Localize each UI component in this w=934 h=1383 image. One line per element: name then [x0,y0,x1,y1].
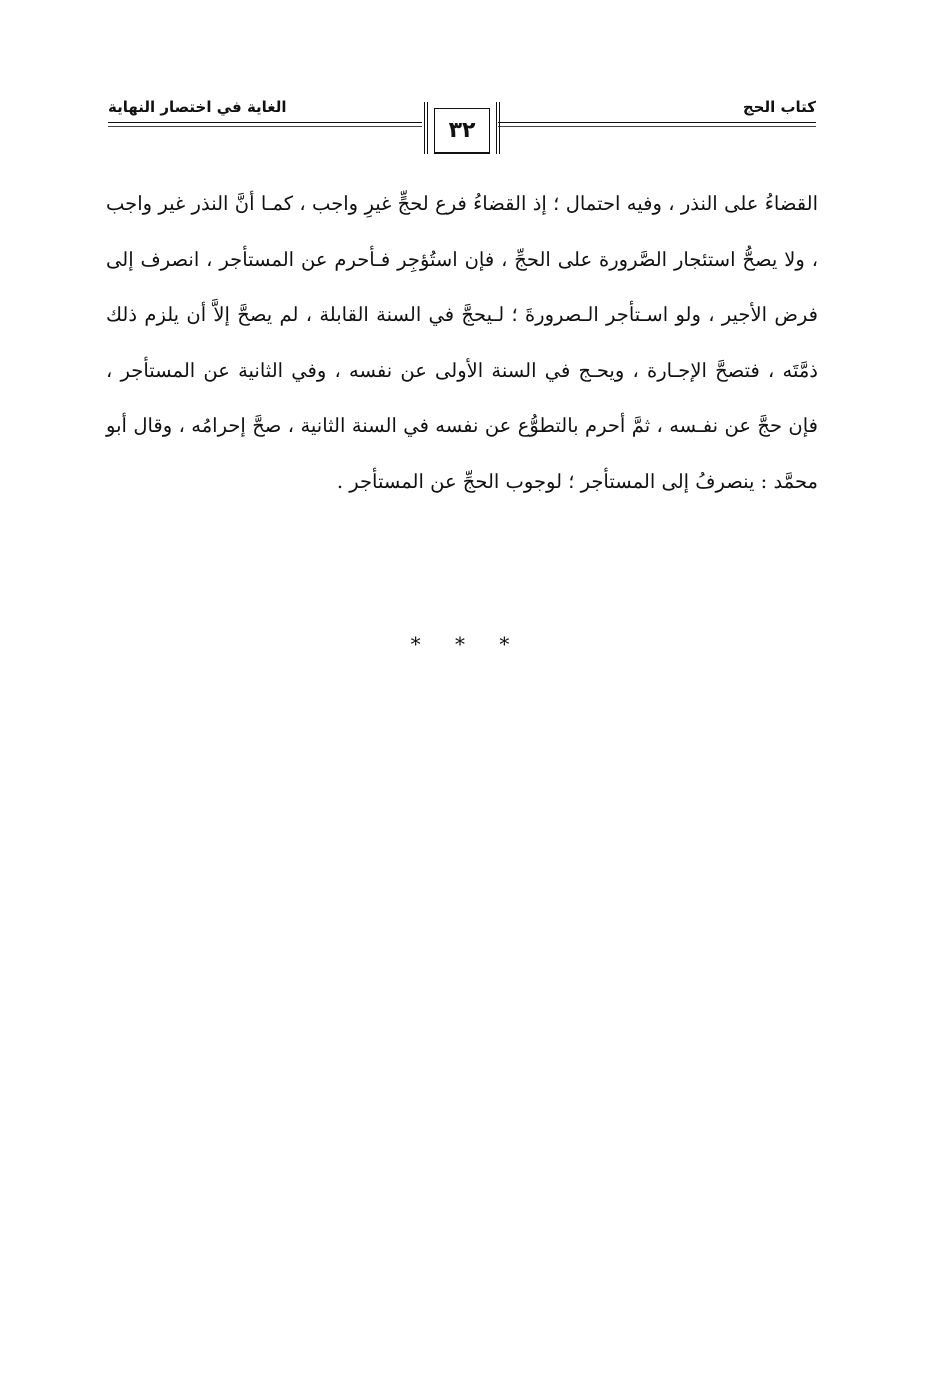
body-text [106,176,818,509]
running-header-section: كتاب الحج [742,98,816,116]
page-number: ٣٢ [434,108,490,154]
paragraph: القضاءُ على النذر ، وفيه احتمال ؛ إذ القضاءُ فرع لحجٍّ غيرِ واجب ، كمـا أنَّ النذر غير واجب ، ولا يصحُّ استئجار الصَّرورة على الحجِّ ، فإن استُؤجِر فـأحرم عن المستأجر ، انصرف إلى فرض الأجير ، ولو اسـتأجر الـصرورةَ ؛ لـيحجَّ في السنة القابلة ، لم يصحَّ إلاَّ أن يلزم ذلك ذمَّتَه ، فتصحَّ الإجـارة ، ويحـج في السنة الأولى عن نفسه ، وفي الثانية عن المستأجر ، فإن حجَّ عن نفـسه ، ثمَّ أحرم بالتطوُّع عن نفسه في السنة الثانية ، صحَّ إحرامُه ، وقال أبو محمَّد : ينصرفُ إلى المستأجر ؛ لوجوب الحجِّ عن المستأجر . [106,192,818,493]
header-rule-right-thin [498,126,816,127]
header-rule-left-thin [108,126,422,127]
section-separator: * * * [410,632,524,656]
page-number-frame [424,102,500,154]
header-rule-left [108,122,422,123]
running-header-title: الغاية في اختصار النهاية [108,98,287,116]
header-rule-right [498,122,816,123]
page-header [108,96,816,166]
